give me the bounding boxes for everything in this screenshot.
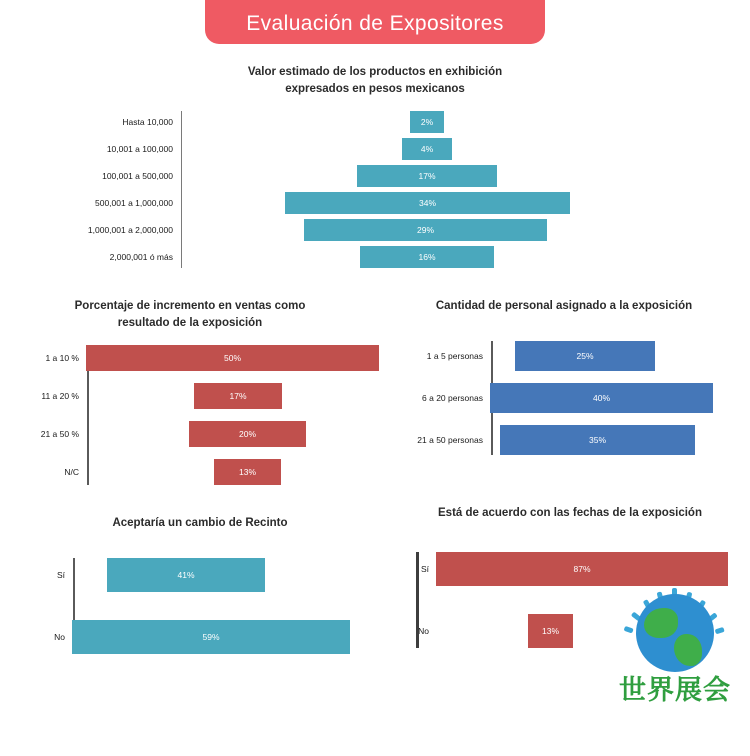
- bar-track: [180, 111, 690, 133]
- category-label: 1 a 5 personas: [426, 350, 483, 361]
- bar[interactable]: 17%: [357, 165, 497, 187]
- bar-track: [436, 552, 750, 586]
- page-title: Evaluación de Expositores: [246, 12, 504, 35]
- bar-track: [180, 219, 690, 241]
- logo: [600, 594, 750, 714]
- plot-area: [0, 345, 380, 485]
- table-row: [390, 552, 750, 586]
- category-label: No: [54, 631, 65, 642]
- category-label: 500,001 a 1,000,000: [95, 198, 173, 209]
- table-row: [378, 383, 750, 413]
- bar[interactable]: 35%: [500, 425, 695, 455]
- bar[interactable]: 13%: [528, 614, 573, 648]
- table-row: [10, 620, 390, 654]
- chart-title: [60, 64, 690, 97]
- plot-area: [10, 558, 390, 654]
- table-row: [0, 383, 380, 409]
- bar-track: [180, 165, 690, 187]
- table-row: [60, 192, 690, 214]
- chart-cantidad-personal: [378, 298, 750, 467]
- header-banner: [205, 0, 545, 44]
- bar[interactable]: 16%: [360, 246, 494, 268]
- value-axis: [416, 552, 419, 648]
- bar-track: [490, 341, 750, 371]
- category-label: 10,001 a 100,000: [106, 144, 173, 155]
- bar-track: [86, 421, 380, 447]
- bar-track: [72, 558, 390, 592]
- chart-incremento-ventas: [0, 298, 380, 497]
- category-label: Sí: [56, 569, 65, 580]
- bar[interactable]: 41%: [107, 558, 265, 592]
- bar-track: [72, 620, 390, 654]
- bar[interactable]: 29%: [304, 219, 547, 241]
- bar[interactable]: 20%: [189, 421, 306, 447]
- bar[interactable]: 4%: [402, 138, 452, 160]
- plot-area: [378, 341, 750, 455]
- bar[interactable]: 25%: [515, 341, 655, 371]
- bar[interactable]: 59%: [72, 620, 350, 654]
- chart-title: [390, 505, 750, 522]
- table-row: [60, 246, 690, 268]
- bar[interactable]: 34%: [285, 192, 570, 214]
- chart-title: [378, 298, 750, 315]
- bar-track: [180, 246, 690, 268]
- bar-track: [86, 383, 380, 409]
- table-row: [0, 421, 380, 447]
- category-label: 1 a 10 %: [45, 353, 79, 364]
- chart-valor-estimado: [60, 64, 690, 273]
- category-label: 11 a 20 %: [41, 391, 79, 402]
- table-row: [10, 558, 390, 592]
- table-row: [378, 425, 750, 455]
- category-label: 2,000,001 ó más: [109, 252, 173, 263]
- bar-track: [86, 459, 380, 485]
- plot-area: [60, 111, 690, 268]
- bar-track: [180, 138, 690, 160]
- table-row: [0, 345, 380, 371]
- table-row: [60, 219, 690, 241]
- category-label: 100,001 a 500,000: [102, 171, 173, 182]
- bar-track: [86, 345, 380, 371]
- table-row: [60, 138, 690, 160]
- category-label: No: [418, 625, 429, 636]
- table-row: [378, 341, 750, 371]
- bar-track: [180, 192, 690, 214]
- category-label: 21 a 50 personas: [417, 434, 483, 445]
- chart-title-line1: Valor estimado de los productos en exhibición: [247, 66, 503, 78]
- category-label: 1,000,001 a 2,000,000: [87, 225, 173, 236]
- logo-text: 世界展会: [619, 675, 731, 706]
- chart-cambio-recinto: [10, 515, 390, 682]
- category-label: N/C: [64, 467, 79, 478]
- globe-icon: [636, 594, 714, 672]
- bar[interactable]: 50%: [86, 345, 379, 371]
- chart-title: [10, 515, 390, 532]
- bar[interactable]: 87%: [436, 552, 728, 586]
- table-row: [60, 111, 690, 133]
- table-row: [60, 165, 690, 187]
- category-label: Hasta 10,000: [122, 117, 173, 128]
- bar[interactable]: 2%: [410, 111, 444, 133]
- bar-track: [490, 425, 750, 455]
- bar-track: [490, 383, 750, 413]
- chart-title: [0, 298, 380, 331]
- chart-title-line2: resultado de la exposición: [117, 316, 263, 329]
- bar[interactable]: 40%: [490, 383, 713, 413]
- table-row: [0, 459, 380, 485]
- category-label: 21 a 50 %: [40, 429, 79, 440]
- chart-title-line2: expresados en pesos mexicanos: [285, 82, 465, 95]
- chart-title-line1: Aceptaría un cambio de Recinto: [112, 517, 288, 529]
- chart-title-line1: Porcentaje de incremento en ventas como: [74, 300, 306, 312]
- category-label: 6 a 20 personas: [422, 392, 483, 403]
- bar[interactable]: 17%: [194, 383, 282, 409]
- bar[interactable]: 13%: [214, 459, 281, 485]
- chart-title-line1: Cantidad de personal asignado a la exposición: [435, 300, 693, 312]
- value-axis: [181, 111, 182, 268]
- category-label: Sí: [420, 563, 429, 574]
- chart-title-line1: Está de acuerdo con las fechas de la exposición: [438, 507, 702, 519]
